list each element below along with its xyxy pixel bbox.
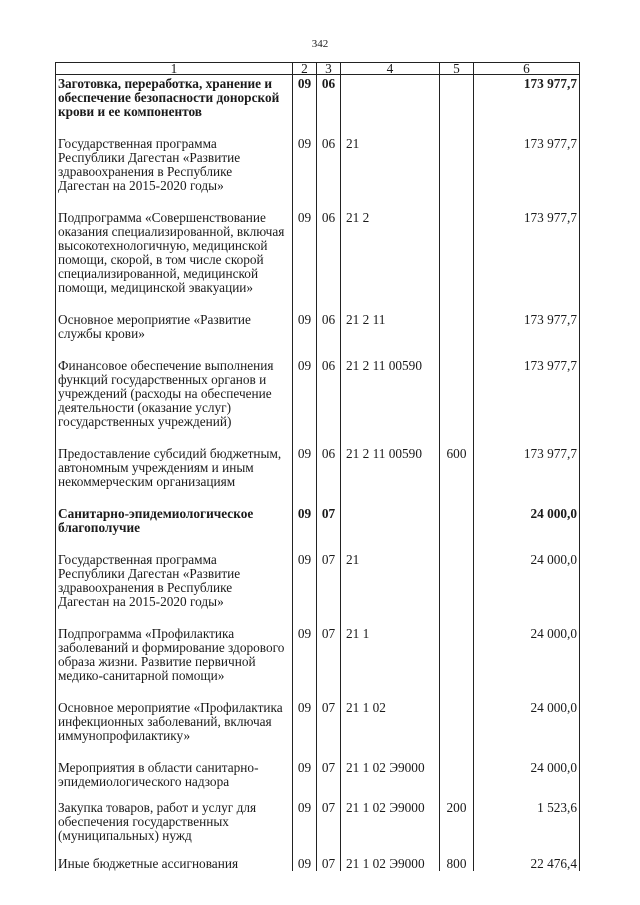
row-subsection-cell: 06 — [317, 75, 341, 120]
row-amount-cell: 173 977,7 — [474, 119, 580, 193]
table-row — [56, 193, 580, 295]
row-section-cell: 09 — [293, 683, 317, 743]
row-section-cell: 09 — [293, 535, 317, 609]
row-name-cell: Финансовое обеспечение выполнения функций государственных органов и учреждений (расходы на обеспечение деятельности (оказание услуг) государственных учреждений) — [56, 341, 293, 429]
row-subsection-cell: 07 — [317, 535, 341, 609]
table-row — [56, 683, 580, 743]
row-amount-cell: 1 523,6 — [474, 789, 580, 843]
header-col-4: 4 — [341, 63, 440, 75]
table-row — [56, 489, 580, 535]
row-section-cell: 09 — [293, 295, 317, 341]
table-row — [56, 535, 580, 609]
row-amount-cell: 173 977,7 — [474, 75, 580, 120]
table-row — [56, 341, 580, 429]
row-target-code-cell: 21 2 11 00590 — [341, 341, 440, 429]
row-expense-type-cell — [440, 609, 474, 683]
row-section-cell: 09 — [293, 843, 317, 871]
row-target-code-cell — [341, 489, 440, 535]
row-amount-cell: 173 977,7 — [474, 429, 580, 489]
row-name-cell: Основное мероприятие «Профилактика инфекционных заболеваний, включая иммунопрофилактику» — [56, 683, 293, 743]
row-section-cell: 09 — [293, 75, 317, 120]
row-expense-type-cell — [440, 743, 474, 789]
row-name-cell: Подпрограмма «Профилактика заболеваний и формирование здорового образа жизни. Развитие первичной медико-санитарной помощи» — [56, 609, 293, 683]
row-subsection-cell: 07 — [317, 789, 341, 843]
row-subsection-cell: 07 — [317, 743, 341, 789]
header-col-5: 5 — [440, 63, 474, 75]
row-name-cell: Закупка товаров, работ и услуг для обеспечения государственных (муниципальных) нужд — [56, 789, 293, 843]
table-row — [56, 295, 580, 341]
row-subsection-cell: 07 — [317, 843, 341, 871]
row-expense-type-cell — [440, 193, 474, 295]
row-amount-cell: 24 000,0 — [474, 609, 580, 683]
table-row — [56, 843, 580, 871]
row-name-cell: Заготовка, переработка, хранение и обеспечение безопасности донорской крови и ее компонентов — [56, 75, 293, 120]
row-name-cell: Подпрограмма «Совершенствование оказания специализированной, включая высокотехнологичную, медицинской помощи, скорой, в том числе скорой специализированной, медицинской помощи, медицинской эвакуации» — [56, 193, 293, 295]
row-expense-type-cell — [440, 535, 474, 609]
header-col-1: 1 — [56, 63, 293, 75]
header-col-3: 3 — [317, 63, 341, 75]
row-subsection-cell: 06 — [317, 119, 341, 193]
row-expense-type-cell — [440, 683, 474, 743]
row-target-code-cell: 21 1 02 Э9000 — [341, 789, 440, 843]
table-row — [56, 75, 580, 120]
table-row — [56, 789, 580, 843]
row-amount-cell: 24 000,0 — [474, 683, 580, 743]
row-name-cell: Санитарно-эпидемиологическое благополучие — [56, 489, 293, 535]
row-name-cell: Государственная программа Республики Дагестан «Развитие здравоохранения в Республике Дагестан на 2015-2020 годы» — [56, 535, 293, 609]
row-target-code-cell: 21 2 11 — [341, 295, 440, 341]
row-name-cell: Предоставление субсидий бюджетным, автономным учреждениям и иным некоммерческим организациям — [56, 429, 293, 489]
row-target-code-cell: 21 2 11 00590 — [341, 429, 440, 489]
row-target-code-cell: 21 — [341, 535, 440, 609]
row-amount-cell: 24 000,0 — [474, 489, 580, 535]
row-subsection-cell: 06 — [317, 341, 341, 429]
row-target-code-cell: 21 2 — [341, 193, 440, 295]
row-expense-type-cell — [440, 341, 474, 429]
row-expense-type-cell — [440, 489, 474, 535]
row-amount-cell: 173 977,7 — [474, 193, 580, 295]
page-number: 342 — [311, 38, 329, 50]
row-amount-cell: 24 000,0 — [474, 743, 580, 789]
row-amount-cell: 173 977,7 — [474, 341, 580, 429]
row-expense-type-cell — [440, 75, 474, 120]
row-subsection-cell: 07 — [317, 489, 341, 535]
row-section-cell: 09 — [293, 341, 317, 429]
row-target-code-cell: 21 1 — [341, 609, 440, 683]
row-expense-type-cell — [440, 119, 474, 193]
header-col-6: 6 — [474, 63, 580, 75]
row-name-cell: Государственная программа Республики Дагестан «Развитие здравоохранения в Республике Дагестан на 2015-2020 годы» — [56, 119, 293, 193]
row-expense-type-cell: 200 — [440, 789, 474, 843]
table-row — [56, 429, 580, 489]
row-section-cell: 09 — [293, 743, 317, 789]
header-col-2: 2 — [293, 63, 317, 75]
row-subsection-cell: 06 — [317, 429, 341, 489]
row-target-code-cell: 21 1 02 Э9000 — [341, 843, 440, 871]
row-expense-type-cell: 800 — [440, 843, 474, 871]
row-target-code-cell: 21 — [341, 119, 440, 193]
row-amount-cell: 24 000,0 — [474, 535, 580, 609]
row-amount-cell: 173 977,7 — [474, 295, 580, 341]
header-row — [56, 63, 580, 75]
row-section-cell: 09 — [293, 193, 317, 295]
table-row — [56, 119, 580, 193]
row-subsection-cell: 06 — [317, 295, 341, 341]
row-name-cell: Иные бюджетные ассигнования — [56, 843, 293, 871]
row-expense-type-cell: 600 — [440, 429, 474, 489]
row-section-cell: 09 — [293, 429, 317, 489]
row-expense-type-cell — [440, 295, 474, 341]
row-section-cell: 09 — [293, 489, 317, 535]
row-target-code-cell: 21 1 02 — [341, 683, 440, 743]
table-row — [56, 743, 580, 789]
row-section-cell: 09 — [293, 119, 317, 193]
row-subsection-cell: 07 — [317, 683, 341, 743]
row-subsection-cell: 07 — [317, 609, 341, 683]
row-target-code-cell: 21 1 02 Э9000 — [341, 743, 440, 789]
row-subsection-cell: 06 — [317, 193, 341, 295]
row-target-code-cell — [341, 75, 440, 120]
row-name-cell: Мероприятия в области санитарно-эпидемиологического надзора — [56, 743, 293, 789]
row-section-cell: 09 — [293, 789, 317, 843]
row-section-cell: 09 — [293, 609, 317, 683]
budget-table — [55, 62, 580, 871]
table-row — [56, 609, 580, 683]
table-body — [56, 75, 580, 872]
row-name-cell: Основное мероприятие «Развитие службы крови» — [56, 295, 293, 341]
row-amount-cell: 22 476,4 — [474, 843, 580, 871]
